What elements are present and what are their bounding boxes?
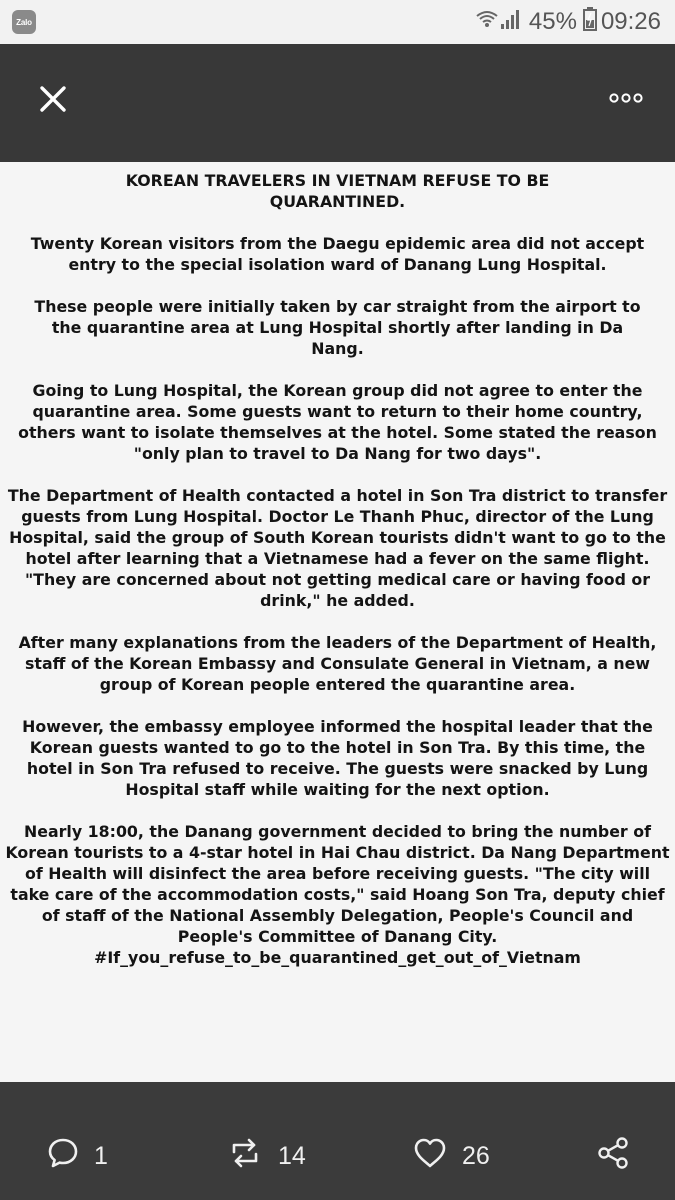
battery-percent: 45% bbox=[528, 8, 577, 35]
status-indicators bbox=[475, 6, 661, 38]
post-image bbox=[0, 162, 675, 1082]
status-bar bbox=[0, 0, 675, 44]
article-paragraph: After many explanations from the leaders of the Department of Health, staff of the Korean Embassy and Consulate General in Vietnam, a new group of Korean people entered the quarantine area. bbox=[18, 633, 657, 694]
viewer-top-bar bbox=[0, 44, 675, 162]
more-icon bbox=[609, 90, 643, 108]
article-paragraph: However, the embassy employee informed the hospital leader that the Korean guests wanted to go to the hotel in Son Tra. By this time, the hotel in Son Tra refused to receive. The guests were snacked by Lung Hospital staff while waiting for the next option. bbox=[22, 717, 653, 799]
battery-icon bbox=[583, 7, 597, 38]
close-icon bbox=[39, 85, 67, 118]
article-paragraph: These people were initially taken by car straight from the airport to the quarantine area at Lung Hospital shortly after landing in Da Nang. bbox=[34, 297, 641, 358]
heart-icon bbox=[412, 1136, 448, 1177]
zalo-app-icon-label: Zalo bbox=[16, 17, 32, 27]
like-button[interactable] bbox=[412, 1136, 490, 1176]
article-headline: KOREAN TRAVELERS IN VIETNAM REFUSE TO BE QUARANTINED. bbox=[125, 171, 550, 211]
forward-button[interactable] bbox=[595, 1136, 631, 1176]
article-hashtag: #If_you_refuse_to_be_quarantined_get_out_of_Vietnam bbox=[94, 948, 581, 967]
comment-button[interactable] bbox=[46, 1136, 108, 1176]
forward-icon bbox=[595, 1135, 631, 1178]
zalo-app-icon bbox=[12, 10, 36, 34]
article-paragraph: Twenty Korean visitors from the Daegu epidemic area did not accept entry to the special isolation ward of Danang Lung Hospital. bbox=[30, 234, 645, 274]
post-action-bar bbox=[0, 1082, 675, 1200]
share-count: 14 bbox=[278, 1141, 306, 1170]
wifi-icon bbox=[475, 8, 499, 36]
article-text bbox=[0, 162, 675, 968]
close-button[interactable] bbox=[28, 76, 78, 126]
signal-icon bbox=[499, 8, 521, 37]
like-count: 26 bbox=[462, 1141, 490, 1170]
article-paragraph: Going to Lung Hospital, the Korean group did not agree to enter the quarantine area. Some guests want to return to their home country, others want to isolate themselves at the hotel. Some stated the reason "only plan to travel to Da Nang for two days". bbox=[18, 381, 657, 463]
article-paragraph: Nearly 18:00, the Danang government decided to bring the number of Korean tourists to a 4-star hotel in Hai Chau district. Da Nang Department of Health will disinfect the area before receiving guests. "The city will take care of the accommodation costs," said Hoang Son Tra, deputy chief of staff of the National Assembly Delegation, People's Council and People's Committee of Danang City. bbox=[5, 822, 670, 946]
more-options-button[interactable] bbox=[603, 82, 649, 116]
comment-icon bbox=[46, 1136, 80, 1177]
article-paragraph: The Department of Health contacted a hotel in Son Tra district to transfer guests from Lung Hospital. Doctor Le Thanh Phuc, director of the Lung Hospital, said the group of South Korean tourists didn't want to go to the hotel after learning that a Vietnamese had a fever on the same flight. "They are concerned about not getting medical care or having food or drink," he added. bbox=[7, 486, 668, 610]
clock: 09:26 bbox=[600, 8, 661, 35]
comment-count: 1 bbox=[94, 1141, 108, 1170]
share-icon bbox=[226, 1136, 264, 1177]
share-button[interactable] bbox=[226, 1136, 306, 1176]
